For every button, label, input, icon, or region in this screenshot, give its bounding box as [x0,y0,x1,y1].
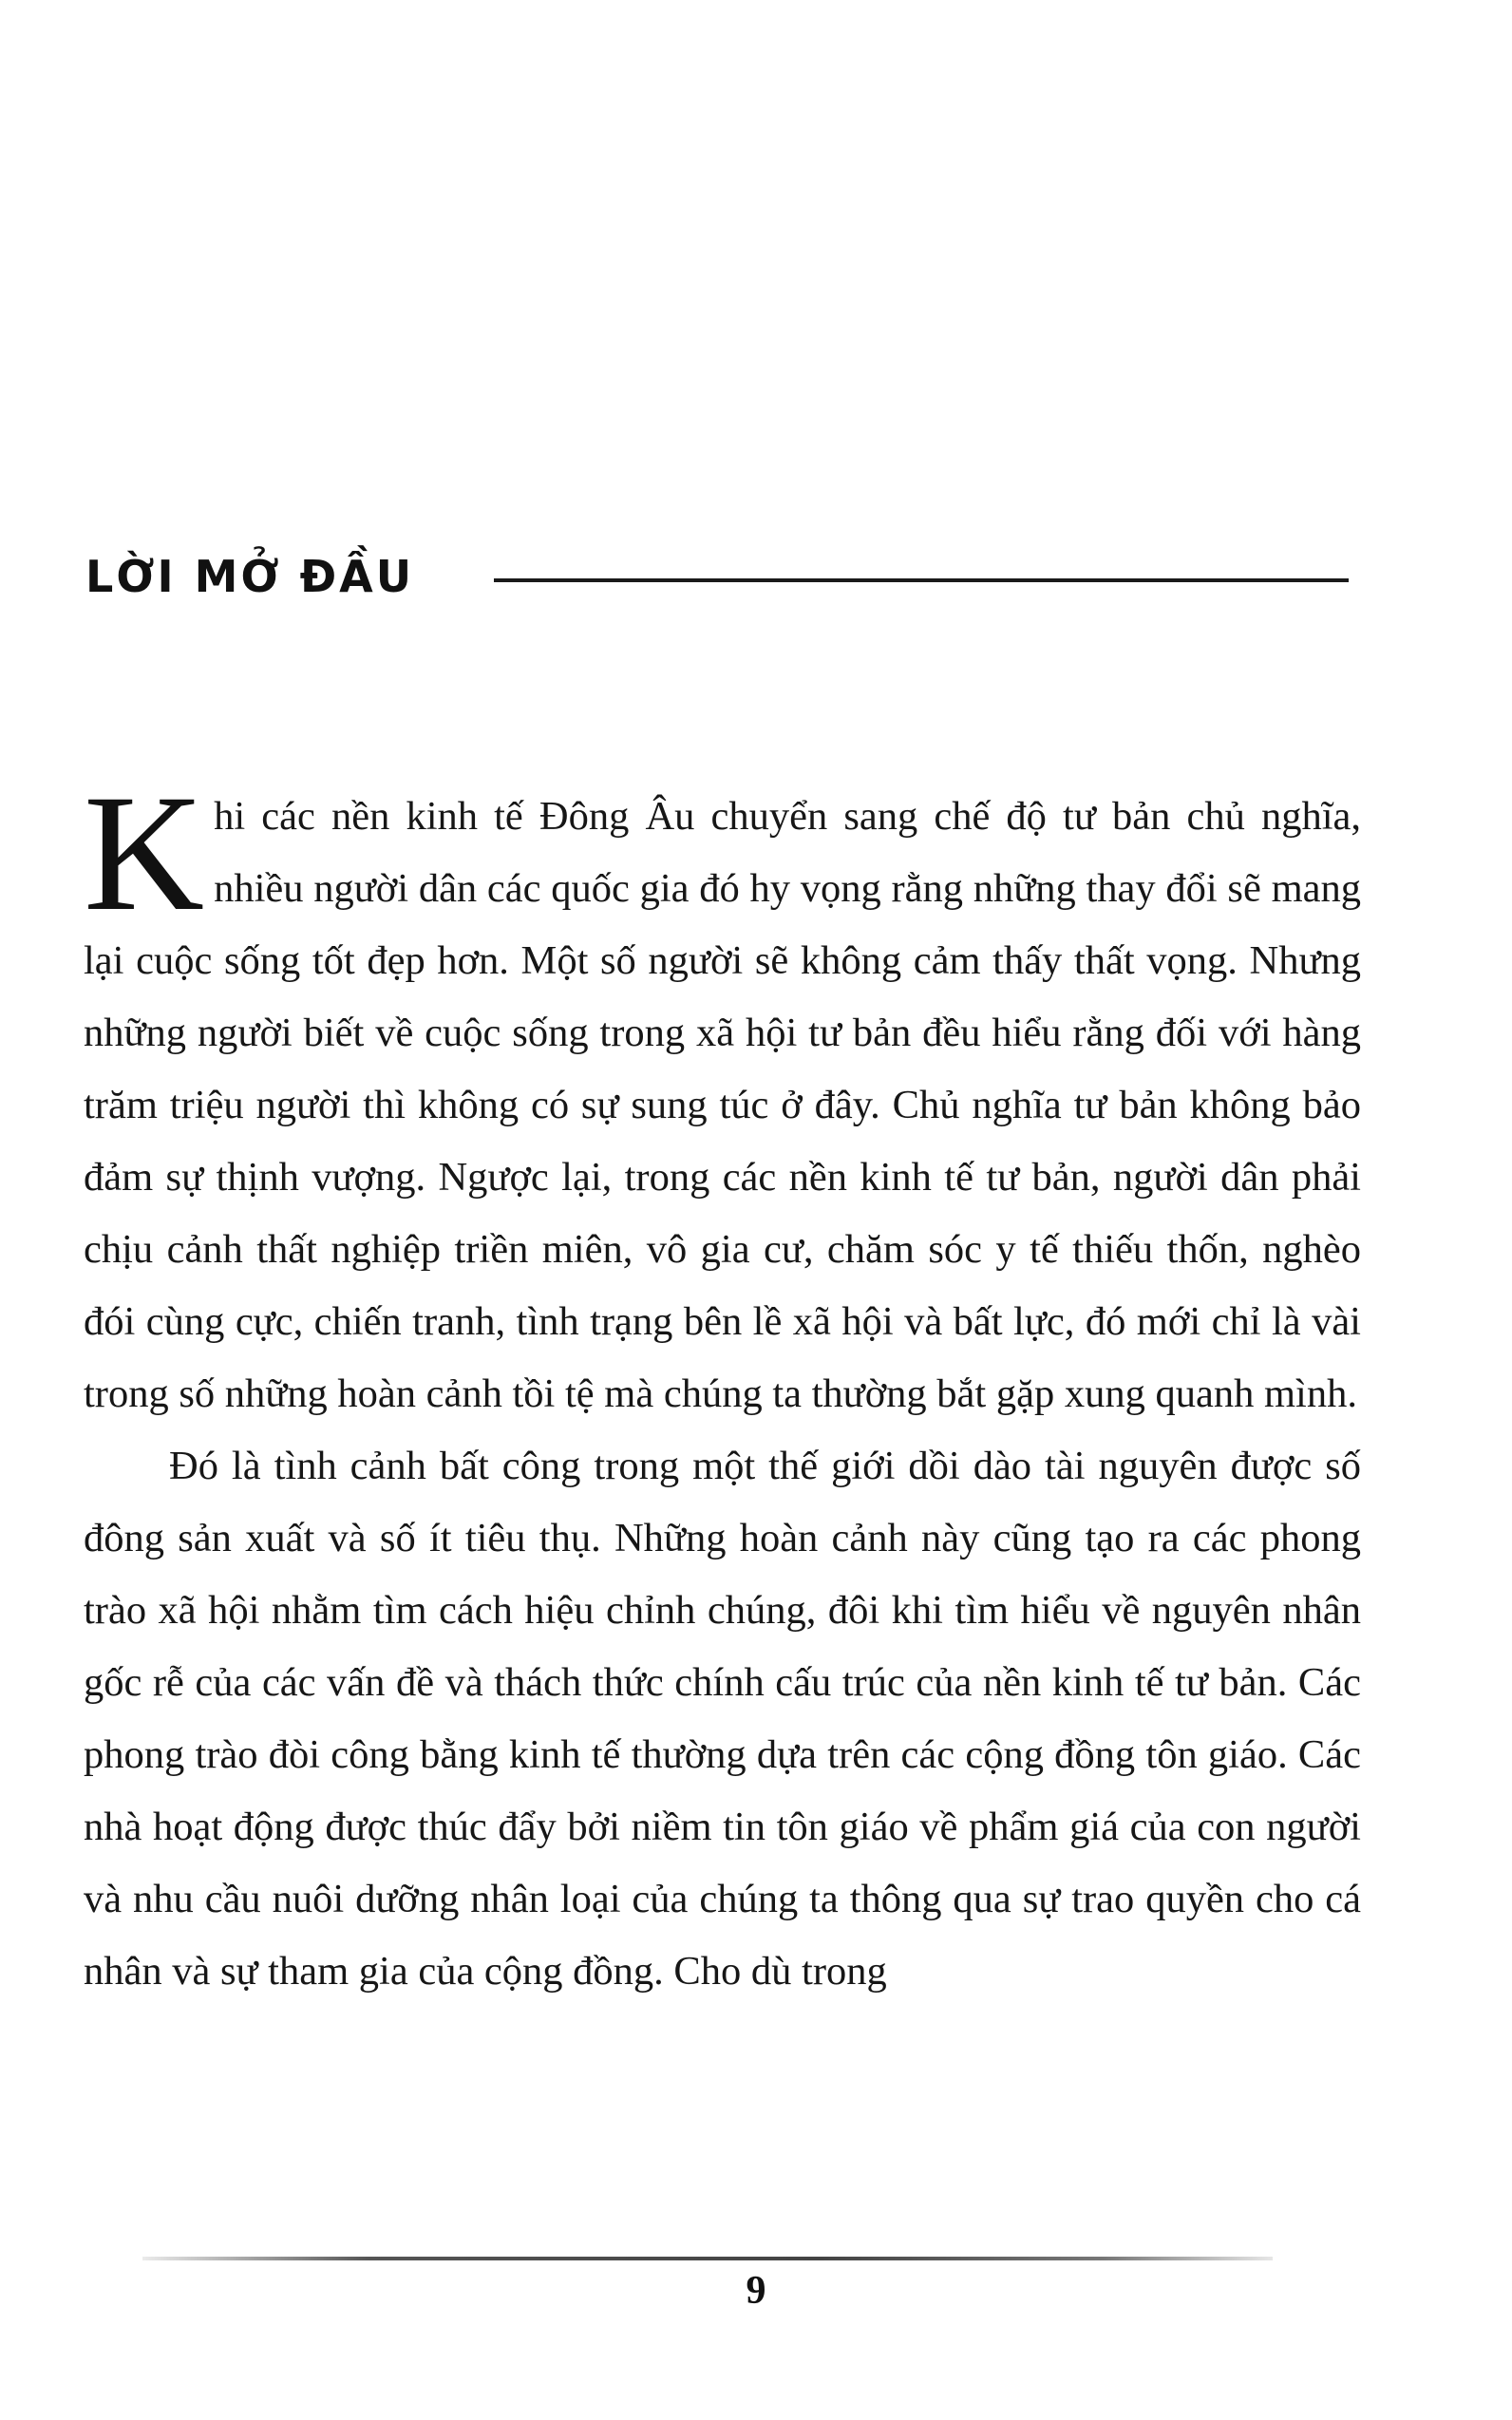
chapter-title: LỜI MỞ ĐẦU [85,551,415,602]
footer-rule [142,2257,1273,2260]
drop-cap: K [84,761,205,946]
chapter-heading [85,543,1349,610]
paragraph-text: hi các nền kinh tế Đông Âu chuyển sang chế độ tư bản chủ nghĩa, nhiều người dân các quốc gia đó hy vọng rằng những thay đổi sẽ mang lại cuộc sống tốt đẹp hơn. Một số người sẽ không cảm thấy thất vọng. Nhưng những người biết về cuộc sống trong xã hội tư bản đều hiểu rằng đối với hàng trăm triệu người thì không có sự sung túc ở đây. Chủ nghĩa tư bản không bảo đảm sự thịnh vượng. Ngược lại, trong các nền kinh tế tư bản, người dân phải chịu cảnh thất nghiệp triền miên, vô gia cư, chăm sóc y tế thiếu thốn, nghèo đói cùng cực, chiến tranh, tình trạng bên lề xã hội và bất lực, đó mới chỉ là vài trong số những hoàn cảnh tồi tệ mà chúng ta thường bắt gặp xung quanh mình. [84,794,1361,1416]
paragraph [84,1430,1361,2008]
paragraph [84,761,1361,1430]
heading-rule [494,578,1349,582]
body-text [84,761,1361,2008]
page-number: 9 [746,2269,766,2313]
paragraph-text: Đó là tình cảnh bất công trong một thế giới dồi dào tài nguyên được số đông sản xuất và số ít tiêu thụ. Những hoàn cảnh này cũng tạo ra các phong trào xã hội nhằm tìm cách hiệu chỉnh chúng, đôi khi tìm hiểu về nguyên nhân gốc rễ của các vấn đề và thách thức chính cấu trúc của nền kinh tế tư bản. Các phong trào đòi công bằng kinh tế thường dựa trên các cộng đồng tôn giáo. Các nhà hoạt động được thúc đẩy bởi niềm tin tôn giáo về phẩm giá của con người và nhu cầu nuôi dưỡng nhân loại của chúng ta thông qua sự trao quyền cho cá nhân và sự tham gia của cộng đồng. Cho dù trong [84,1444,1361,1994]
